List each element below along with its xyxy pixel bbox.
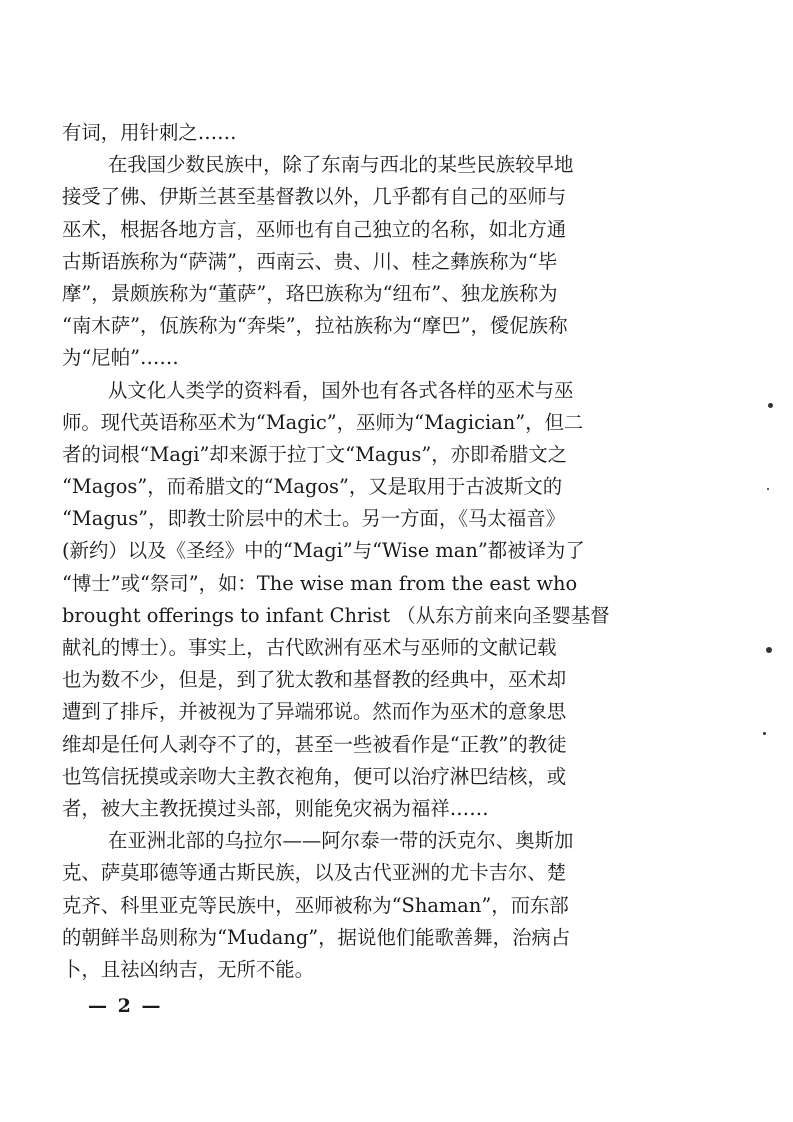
text-line: 师。现代英语称巫术为“Magic”，巫师为“Magician”，但二 <box>62 410 584 434</box>
text-line: 者，被大主教抚摸过头部，则能免灾祸为福祥…… <box>62 796 489 820</box>
text-line: 的朝鲜半岛则称为“Mudang”，据说他们能歌善舞，治病占 <box>62 925 571 949</box>
text-line: 卜，且祛凶纳吉，无所不能。 <box>62 957 315 981</box>
text-line: 维却是任何人剥夺不了的，甚至一些被看作是“正教”的教徒 <box>62 732 567 756</box>
page-number: — 2 — <box>88 995 163 1017</box>
paragraph-start-line: 在亚洲北部的乌拉尔——阿尔泰一带的沃克尔、奥斯加 <box>108 829 574 853</box>
text-line: 遭到了排斥，并被视为了异端邪说。然而作为巫术的意象思 <box>62 700 567 724</box>
text-line: 也为数不少，但是，到了犹太教和基督教的经典中，巫术却 <box>62 668 567 692</box>
scan-speck <box>768 403 773 408</box>
text-line: “Magos”，而希腊文的“Magos”，又是取用于古波斯文的 <box>62 475 563 499</box>
text-line: 克齐、科里亚克等民族中，巫师被称为“Shaman”，而东部 <box>62 893 569 917</box>
text-line: 有词，用针刺之…… <box>62 121 237 144</box>
text-line: “南木萨”，佤族称为“奔柴”，拉祜族称为“摩巴”，僾伲族称 <box>62 314 568 338</box>
text-line: 接受了佛、伊斯兰甚至基督教以外，几乎都有自己的巫师与 <box>62 185 567 209</box>
scan-speck <box>763 732 766 735</box>
text-line: 也笃信抚摸或亲吻大主教衣袍角，便可以治疗淋巴结核，或 <box>62 764 567 788</box>
text-line: “博士”或“祭司”，如：The wise man from the east who <box>62 571 578 595</box>
text-line: 巫术，根据各地方言，巫师也有自己独立的名称，如北方通 <box>62 217 567 241</box>
paragraph-start-line: 在我国少数民族中，除了东南与西北的某些民族较早地 <box>108 153 574 177</box>
text-line: “Magus”，即教士阶层中的术士。另一方面，《马太福音》 <box>62 507 565 531</box>
text-line: 古斯语族称为“萨满”，西南云、贵、川、桂之彝族称为“毕 <box>62 249 558 273</box>
text-line: 者的词根“Magi”却来源于拉丁文“Magus”，亦即希腊文之 <box>62 442 567 466</box>
scan-speck <box>767 488 769 490</box>
text-line: 摩”，景颇族称为“董萨”，珞巴族称为“纽布”、独龙族称为 <box>62 281 558 305</box>
paragraph-start-line: 从文化人类学的资料看，国外也有各式各样的巫术与巫 <box>108 378 574 402</box>
text-line: (新约）以及《圣经》中的“Magi”与“Wise man”都被译为了 <box>62 539 585 563</box>
text-line: 献礼的博士）。事实上，古代欧洲有巫术与巫师的文献记载 <box>62 636 557 659</box>
scan-speck <box>766 647 772 653</box>
text-line: 克、萨莫耶德等通古斯民族，以及古代亚洲的尤卡吉尔、楚 <box>62 861 567 885</box>
text-line: 为“尼帕”…… <box>62 346 179 370</box>
text-line: brought offerings to infant Christ （从东方前来向圣婴基督 <box>62 603 610 627</box>
body-text <box>62 117 674 986</box>
